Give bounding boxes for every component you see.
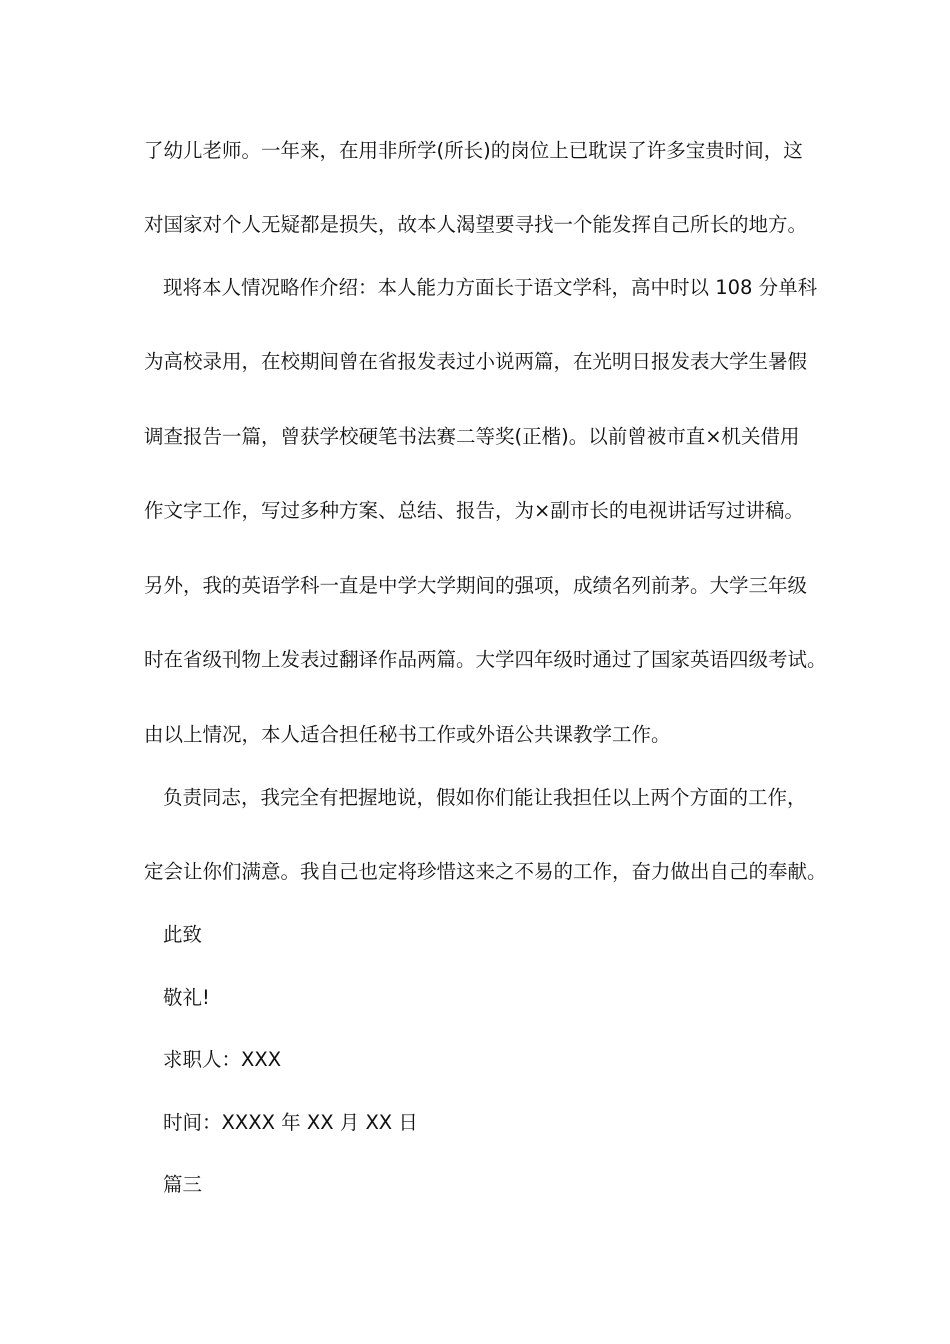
body-line-8: 时在省级刊物上发表过翻译作品两篇。大学四年级时通过了国家英语四级考试。 xyxy=(144,648,827,671)
body-line-1: 了幼儿老师。一年来，在用非所学(所长)的岗位上已耽误了许多宝贵时间，这 xyxy=(144,139,803,162)
body-line-2: 对国家对个人无疑都是损失，故本人渴望要寻找一个能发挥自己所长的地方。 xyxy=(144,213,808,236)
date-line: 时间：XXXX 年 XX 月 XX 日 xyxy=(163,1111,418,1134)
body-line-7: 另外，我的英语学科一直是中学大学期间的强项，成绩名列前茅。大学三年级 xyxy=(144,574,808,597)
body-line-9: 由以上情况，本人适合担任秘书工作或外语公共课教学工作。 xyxy=(144,723,671,746)
section-heading-pian-san: 篇三 xyxy=(163,1173,203,1196)
salutation-cizhi: 此致 xyxy=(163,923,203,946)
body-line-4: 为高校录用，在校期间曾在省报发表过小说两篇，在光明日报发表大学生暑假 xyxy=(144,350,808,373)
salutation-jingli: 敬礼! xyxy=(163,986,210,1009)
applicant-name: 求职人：XXX xyxy=(163,1048,282,1071)
body-line-6: 作文字工作，写过多种方案、总结、报告，为×副市长的电视讲话写过讲稿。 xyxy=(144,499,804,522)
body-line-5: 调查报告一篇，曾获学校硬笔书法赛二等奖(正楷)。以前曾被市直×机关借用 xyxy=(144,425,800,448)
paragraph-closing-line-1: 负责同志，我完全有把握地说，假如你们能让我担任以上两个方面的工作， xyxy=(163,786,807,809)
paragraph-intro-line-1: 现将本人情况略作介绍：本人能力方面长于语文学科，高中时以 108 分单科 xyxy=(163,276,818,299)
body-line-11: 定会让你们满意。我自己也定将珍惜这来之不易的工作，奋力做出自己的奉献。 xyxy=(144,860,827,883)
